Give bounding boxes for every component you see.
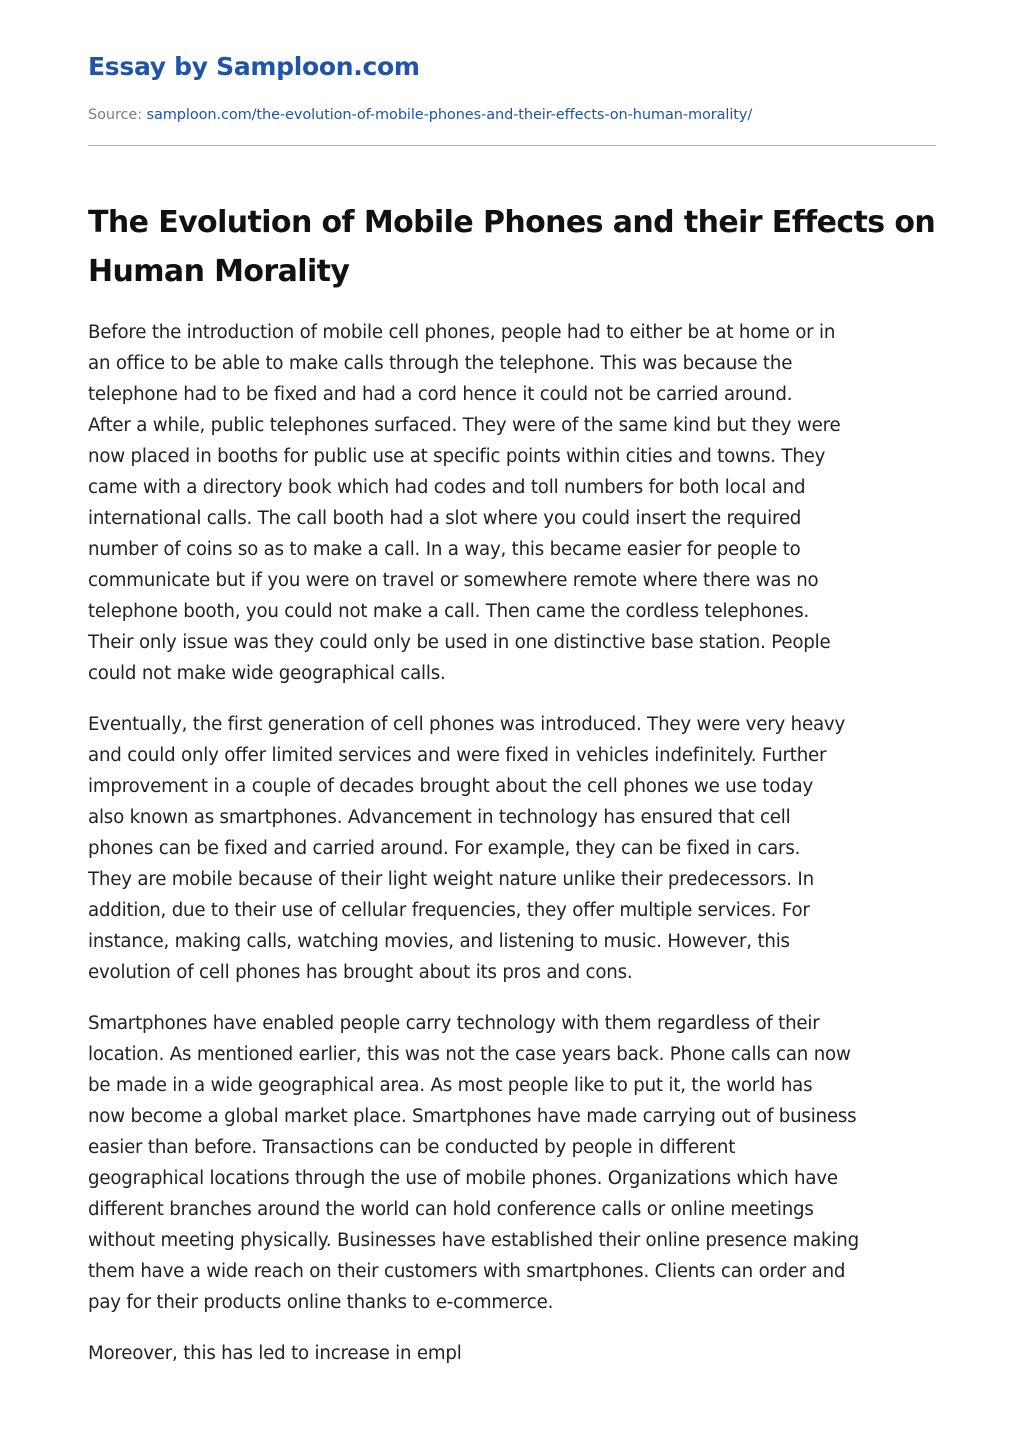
text-line: without meeting physically. Businesses have established their online presence making <box>88 1230 859 1251</box>
text-line: Smartphones have enabled people carry technology with them regardless of their <box>88 1013 820 1034</box>
text-line: also known as smartphones. Advancement in technology has ensured that cell <box>88 807 791 828</box>
text-line: them have a wide reach on their customers with smartphones. Clients can order and <box>88 1261 846 1282</box>
text-line: and could only offer limited services and were fixed in vehicles indefinitely. Further <box>88 745 827 766</box>
text-line: Their only issue was they could only be used in one distinctive base station. People <box>88 632 831 653</box>
text-line: telephone had to be fixed and had a cord hence it could not be carried around. <box>88 384 793 405</box>
text-line: an office to be able to make calls through the telephone. This was because the <box>88 353 793 374</box>
source-line <box>88 107 752 123</box>
text-line: telephone booth, you could not make a call. Then came the cordless telephones. <box>88 601 810 622</box>
text-line: be made in a wide geographical area. As most people like to put it, the world has <box>88 1075 813 1096</box>
text-line: number of coins so as to make a call. In a way, this became easier for people to <box>88 539 801 560</box>
text-line: Eventually, the first generation of cell phones was introduced. They were very heavy <box>88 714 846 735</box>
paragraph <box>88 709 936 988</box>
text-line: After a while, public telephones surfaced. They were of the same kind but they were <box>88 415 841 436</box>
text-line: could not make wide geographical calls. <box>88 663 446 684</box>
text-line: different branches around the world can hold conference calls or online meetings <box>88 1199 814 1220</box>
text-line: location. As mentioned earlier, this was not the case years back. Phone calls can now <box>88 1044 851 1065</box>
text-line: instance, making calls, watching movies, and listening to music. However, this <box>88 931 790 952</box>
essay-title <box>88 198 936 296</box>
text-line: communicate but if you were on travel or somewhere remote where there was no <box>88 570 819 591</box>
text-line: international calls. The call booth had a slot where you could insert the required <box>88 508 802 529</box>
source-label: Source: <box>88 107 142 123</box>
essay-body <box>88 317 936 1389</box>
title-line: The Evolution of Mobile Phones and their Effects on <box>88 205 936 240</box>
text-line: improvement in a couple of decades brought about the cell phones we use today <box>88 776 814 797</box>
text-line: easier than before. Transactions can be conducted by people in different <box>88 1137 736 1158</box>
text-line: Before the introduction of mobile cell phones, people had to either be at home or in <box>88 322 836 343</box>
text-line: now become a global market place. Smartphones have made carrying out of business <box>88 1106 857 1127</box>
text-line: came with a directory book which had codes and toll numbers for both local and <box>88 477 806 498</box>
text-line: pay for their products online thanks to e-commerce. <box>88 1292 554 1313</box>
text-line: They are mobile because of their light weight nature unlike their predecessors. In <box>88 869 814 890</box>
text-line: geographical locations through the use of mobile phones. Organizations which have <box>88 1168 838 1189</box>
paragraph <box>88 1008 936 1318</box>
text-line: Moreover, this has led to increase in empl <box>88 1343 462 1364</box>
text-line: phones can be fixed and carried around. For example, they can be fixed in cars. <box>88 838 801 859</box>
paragraph <box>88 1338 936 1369</box>
site-brand: Essay by Samploon.com <box>88 52 420 81</box>
text-line: now placed in booths for public use at specific points within cities and towns. They <box>88 446 826 467</box>
paragraph <box>88 317 936 689</box>
header-divider <box>88 145 936 146</box>
text-line: evolution of cell phones has brought about its pros and cons. <box>88 962 633 983</box>
source-link[interactable]: samploon.com/the-evolution-of-mobile-phones-and-their-effects-on-human-morality/ <box>146 107 753 123</box>
text-line: addition, due to their use of cellular frequencies, they offer multiple services. For <box>88 900 810 921</box>
title-line: Human Morality <box>88 254 350 289</box>
